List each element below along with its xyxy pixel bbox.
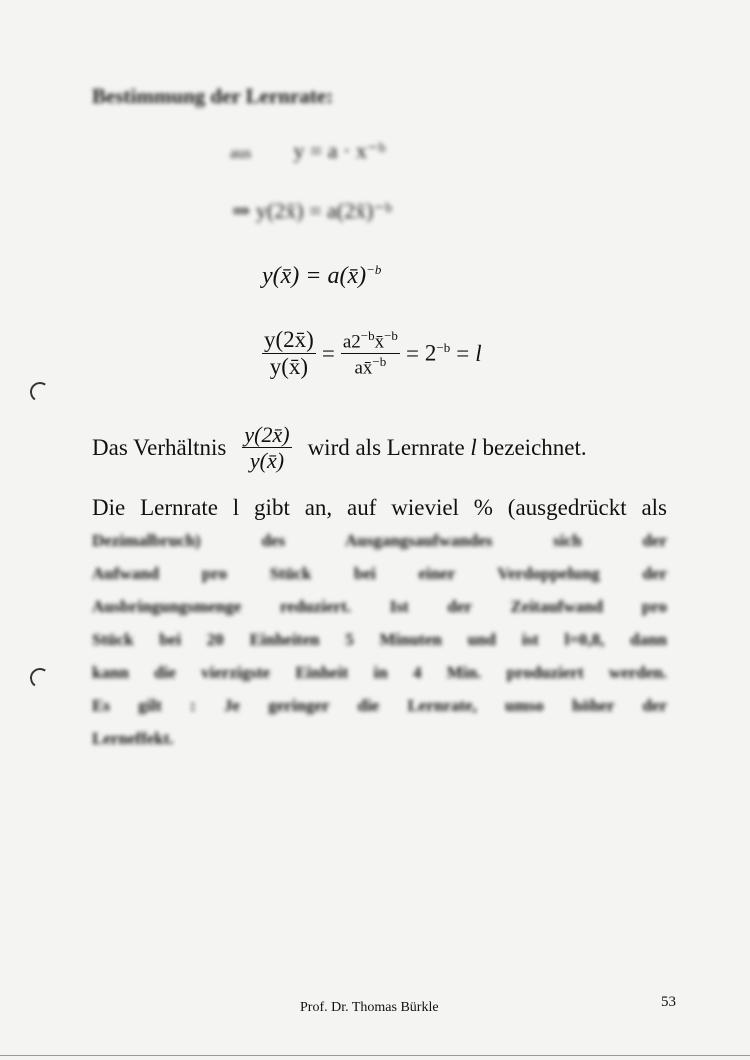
- footer-author: Prof. Dr. Thomas Bürkle: [300, 1000, 439, 1015]
- paragraph-line: Aufwand pro Stück bei einer Verdoppelung der: [92, 564, 667, 583]
- ratio-fraction-middle: [341, 329, 400, 379]
- paragraph-line: Die Lernrate l gibt an, auf wieviel % (ausgedrückt als: [92, 495, 667, 520]
- middle-numerator: $a2^{-b}x̄^{-b}$: [342, 327, 398, 353]
- ratio-numerator: y(2x̄): [262, 328, 316, 354]
- equation-ratio: [262, 328, 482, 379]
- paragraph-line: kann die vierzigste Einheit in 4 Min. produziert werden.: [92, 663, 667, 682]
- section-heading: Bestimmung der Lernrate:: [92, 84, 334, 108]
- equals-sign: =: [456, 340, 470, 366]
- equation-base-exponent: −b: [366, 262, 382, 277]
- equals-sign: =: [321, 340, 335, 366]
- equation-doubling: ⇒ y(2x̄) = a(2x̄)⁻ᵇ: [232, 198, 392, 223]
- paragraph-line: Lerneffekt.: [92, 729, 174, 748]
- punch-hole-mark: [28, 380, 51, 403]
- ratio-sentence: [92, 423, 672, 472]
- paragraph-line: Dezimalbruch) des Ausgangsaufwandes sich der: [92, 531, 667, 550]
- equation-power-law: [230, 138, 385, 164]
- ratio-denominator: y(x̄): [269, 354, 309, 380]
- ratio-fraction-left: [262, 328, 316, 379]
- ratio-sentence-end: bezeichnet.: [482, 434, 587, 460]
- paragraph-line: Es gilt : Je geringer die Lernrate, umso höher der: [92, 696, 667, 715]
- paragraph-line: Ausbringungsmenge reduziert. Ist der Zeitaufwand pro: [92, 597, 667, 616]
- ratio-sentence-after: wird als Lernrate: [307, 434, 465, 460]
- learning-rate-symbol: l: [475, 340, 482, 366]
- ratio-sentence-l: l: [470, 434, 477, 460]
- explanation-paragraph: [92, 491, 667, 755]
- punch-hole-mark: [28, 666, 51, 689]
- bottom-edge-line: [0, 1055, 750, 1056]
- equation-base-lhs: y(x̄) = a(x̄): [262, 263, 367, 289]
- page-number: 53: [661, 994, 676, 1010]
- equation-base: [262, 262, 381, 290]
- equation-formula: y = a · x⁻ᵇ: [293, 138, 386, 163]
- ratio-result: $2^{-b}$: [424, 340, 451, 366]
- ratio-sentence-fraction: $\frac{y(2x̄)}{y(x̄)}$: [244, 422, 290, 474]
- paragraph-line: Stück bei 20 Einheiten 5 Minuten und ist l=0,8, dann: [92, 630, 667, 649]
- middle-denominator: ax̄$^{-b}$: [354, 354, 387, 379]
- equals-sign: =: [405, 340, 419, 366]
- equation-prefix: aus: [230, 145, 252, 162]
- ratio-sentence-before: Das Verhältnis: [92, 434, 227, 460]
